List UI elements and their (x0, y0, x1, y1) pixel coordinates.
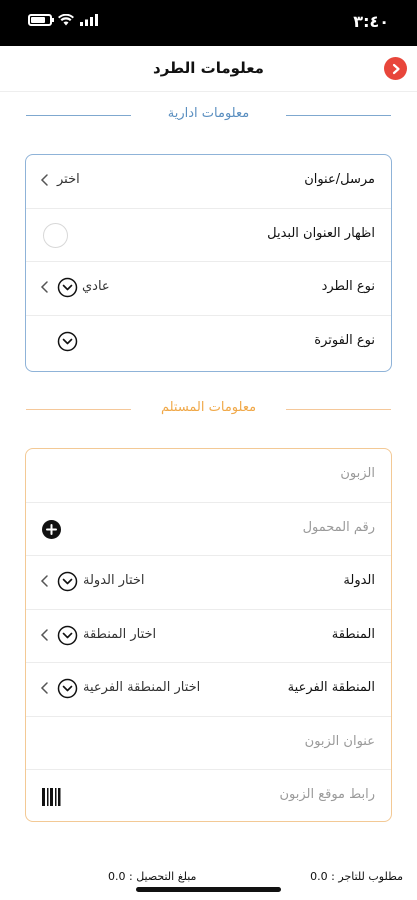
show-alt-address-radio[interactable] (43, 223, 68, 248)
chevron-right-icon (390, 63, 402, 75)
customer-input[interactable]: الزبون (340, 466, 375, 481)
status-time: ٣:٤٠ (353, 12, 389, 31)
region-row[interactable] (26, 610, 391, 664)
chevron-left-icon (39, 627, 51, 643)
status-bar (0, 0, 417, 46)
wifi-icon (58, 14, 74, 26)
back-button[interactable] (384, 57, 407, 80)
receiver-section-title: معلومات المستلم (160, 400, 257, 415)
parcel-type-value: عادي (82, 279, 110, 294)
region-value: اختار المنطقة (83, 626, 157, 642)
subregion-row[interactable] (26, 663, 391, 717)
add-mobile-icon[interactable] (42, 520, 61, 539)
chevron-left-icon (39, 573, 51, 589)
admin-info-card (25, 154, 392, 372)
sender-address-label: مرسل/عنوان (304, 172, 375, 187)
sender-address-row[interactable] (26, 155, 391, 209)
region-label: المنطقة (331, 626, 375, 642)
barcode-scan-icon[interactable] (41, 787, 61, 807)
chevron-left-icon (39, 172, 51, 188)
country-label: الدولة (343, 573, 375, 588)
customer-address-row[interactable] (26, 717, 391, 771)
customer-location-input[interactable]: رابط موقع الزبون (279, 787, 375, 802)
chevron-down-circle-icon[interactable] (57, 331, 78, 352)
country-value: اختار الدولة (83, 573, 145, 588)
show-alt-address-row (26, 209, 391, 263)
chevron-down-circle-icon[interactable] (57, 571, 78, 592)
receiver-section-heading (0, 400, 417, 420)
subregion-value: اختار المنطقة الفرعية (83, 680, 201, 695)
mobile-number-input[interactable]: رقم المحمول (302, 519, 375, 535)
billing-type-label: نوع الفوترة (314, 332, 375, 348)
billing-type-row[interactable] (26, 316, 391, 370)
sender-address-value: اختر (57, 172, 80, 187)
chevron-left-icon (39, 680, 51, 696)
show-alt-address-label: اظهار العنوان البديل (267, 225, 375, 241)
subregion-label: المنطقة الفرعية (287, 680, 375, 695)
chevron-down-circle-icon[interactable] (57, 678, 78, 699)
home-indicator[interactable] (136, 887, 281, 892)
signal-icon (80, 14, 98, 26)
chevron-left-icon (39, 279, 51, 295)
admin-section-title: معلومات ادارية (167, 106, 250, 121)
parcel-type-row[interactable] (26, 262, 391, 316)
receiver-info-card (25, 448, 392, 822)
admin-section-heading (0, 106, 417, 126)
page-title: معلومات الطرد (153, 59, 264, 77)
country-row[interactable] (26, 556, 391, 610)
merchant-due-text: مطلوب للتاجر : 0.0 (310, 870, 403, 883)
customer-location-row[interactable] (26, 770, 391, 824)
collection-amount-text: مبلغ التحصيل : 0.0 (108, 870, 197, 883)
parcel-type-label: نوع الطرد (321, 279, 375, 294)
battery-icon (28, 14, 52, 26)
chevron-down-circle-icon[interactable] (57, 277, 78, 298)
chevron-down-circle-icon[interactable] (57, 625, 78, 646)
status-icons (28, 14, 98, 26)
footer-summary (0, 854, 417, 900)
customer-address-input[interactable]: عنوان الزبون (304, 733, 375, 749)
divider (286, 115, 391, 116)
customer-row[interactable] (26, 449, 391, 503)
divider (286, 409, 391, 410)
nav-bar (0, 46, 417, 92)
mobile-number-row[interactable] (26, 503, 391, 557)
